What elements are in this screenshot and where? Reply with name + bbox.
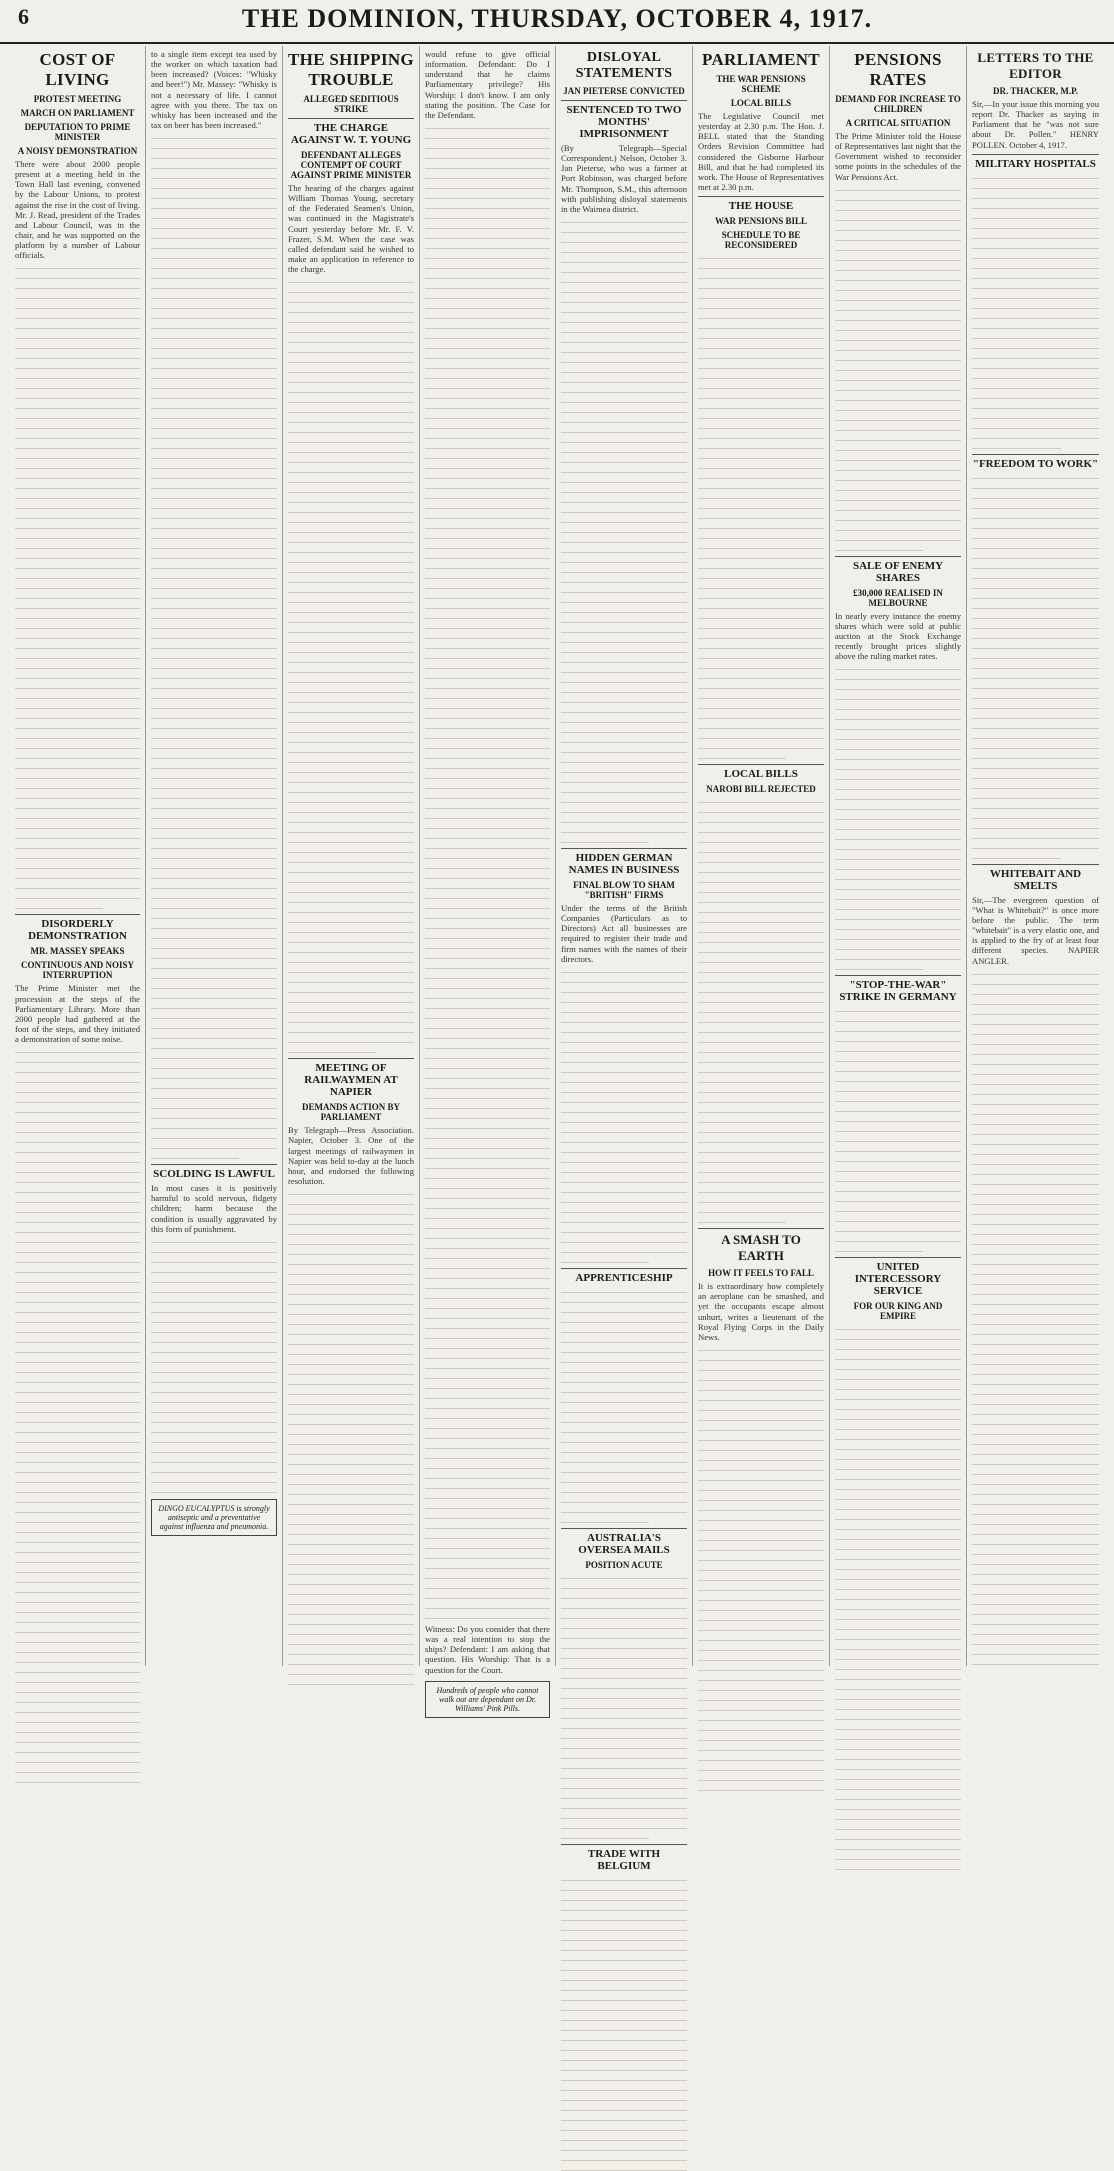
headline: THE SHIPPING TROUBLE: [288, 50, 414, 89]
article-text: The Prime Minister told the House of Representatives last night that the Government wished to reconsider some points in the schedules of the War Pensions Act.: [835, 131, 961, 182]
column-1: [10, 46, 146, 1666]
subhead: LOCAL BILLS: [730, 98, 792, 108]
article-text: In most cases it is positively harmful to scold nervous, fidgety children; harm because the condition is usually aggravated by this form of punishment.: [151, 1183, 277, 1234]
subhead: JAN PIETERSE CONVICTED: [563, 86, 685, 96]
subhead: POSITION ACUTE: [585, 1559, 663, 1570]
column-2: [146, 46, 283, 1666]
subhead: "FREEDOM TO WORK": [972, 454, 1099, 470]
subhead: HIDDEN GERMAN NAMES IN BUSINESS: [561, 848, 687, 876]
subhead: THE HOUSE: [698, 196, 824, 212]
subhead: DEMANDS ACTION BY PARLIAMENT: [301, 1102, 400, 1123]
headline: COST OF LIVING: [39, 50, 116, 89]
page-number: 6: [18, 4, 29, 29]
advertisement: DINGO EUCALYPTUS is strongly antiseptic and a preventative against influenza and pneumonia.: [151, 1499, 277, 1536]
columns: [10, 46, 1104, 1872]
subhead: ALLEGED SEDITIOUS STRIKE: [303, 94, 399, 114]
column-4: [420, 46, 556, 1713]
subhead: "STOP-THE-WAR" STRIKE IN GERMANY: [835, 975, 961, 1003]
subhead: LOCAL BILLS: [698, 764, 824, 780]
subhead: PROTEST MEETING: [33, 94, 122, 104]
subhead: WAR PENSIONS BILL: [714, 216, 808, 227]
subhead: TRADE WITH BELGIUM: [561, 1844, 687, 1872]
subhead: DEMAND FOR INCREASE TO CHILDREN: [835, 94, 961, 114]
subhead: DISORDERLY DEMONSTRATION: [15, 914, 140, 942]
subhead: SCOLDING IS LAWFUL: [151, 1164, 277, 1180]
subhead: THE WAR PENSIONS SCHEME: [716, 74, 806, 94]
subhead: MILITARY HOSPITALS: [972, 154, 1099, 170]
subhead: A SMASH TO EARTH: [698, 1228, 824, 1264]
article-text: to a single item except tea used by the worker on which taxation had been increased? (Voices: "Whisky and beer!") Mr. Massey: "Whisky is not a necessary of life. I cannot agree with you there. The tax on whisky has been increased and the tax on beer has been increased.": [151, 49, 277, 130]
subhead: NAROBI BILL REJECTED: [706, 784, 816, 795]
article-text: The Prime Minister met the procession at the steps of the Parliamentary Library. More than 2000 people had gathered at the foot of the steps, and they initiated a demonstration of some noise.: [15, 983, 140, 1045]
subhead: SENTENCED TO TWO MONTHS' IMPRISONMENT: [561, 100, 687, 140]
article-text: By Telegraph—Press Association. Napier, October 3. One of the largest meetings of railwaymen in Napier was held to-day at the lunch hour, and endorsed the following resolution.: [288, 1125, 414, 1186]
headline: LETTERS TO THE EDITOR: [977, 50, 1094, 81]
column-5: [556, 46, 693, 1872]
subhead: A CRITICAL SITUATION: [845, 118, 951, 128]
article-text: Sir,—The evergreen question of "What is Whitebait?" is once more before the public. The term "whitebait" is a very elastic one, and is applied to the fry of at least four different species. NAPIER ANGLER.: [972, 894, 1099, 966]
subhead: DR. THACKER, M.P.: [992, 86, 1078, 96]
article-text: Witness: Do you consider that there was a real intention to stop the ships? Defendant: I am asking that question. His Worship: That is a question for the Court.: [425, 1623, 550, 1675]
column-6: [693, 46, 830, 1666]
subhead: WHITEBAIT AND SMELTS: [972, 864, 1099, 892]
subhead: AUSTRALIA'S OVERSEA MAILS: [561, 1528, 687, 1556]
column-8: [967, 46, 1104, 1666]
headline: DISLOYAL STATEMENTS: [575, 50, 673, 81]
subhead: MARCH ON PARLIAMENT: [20, 108, 135, 118]
subhead: HOW IT FEELS TO FALL: [708, 1268, 814, 1279]
column-7: [830, 46, 967, 1666]
column-3: [283, 46, 420, 1666]
subhead: £30,000 REALISED IN MELBOURNE: [853, 587, 943, 608]
subhead: UNITED INTERCESSORY SERVICE: [835, 1257, 961, 1297]
article-text: In nearly every instance the enemy shares which were sold at public auction at the Stock Exchange recently brought prices slightly above the ruling market rates.: [835, 610, 961, 662]
subhead: THE CHARGE AGAINST W. T. YOUNG: [288, 118, 414, 146]
subhead: CONTINUOUS AND NOISY INTERRUPTION: [20, 960, 135, 981]
article-text: Sir,—In your issue this morning you report Dr. Thacker as saying in Parliament that he "was not sure about Dr. Pollen." HENRY POLLEN. October 4, 1917.: [972, 99, 1099, 150]
masthead: [0, 0, 1114, 44]
article-text: The Legislative Council met yesterday at 2.30 p.m. The Hon. J. BELL stated that the Standing Orders Revision Committee had considered the Gisborne Harbour Bill, and that he had completed its work. The House of Representatives met at 2.30 p.m.: [698, 111, 824, 192]
article-text: would refuse to give official information. Defendant: Do I understand that he claims Parliamentary privilege? His Worship: I don't know. I am only stating the position. The Case for the Defendant.: [425, 49, 550, 120]
subhead: MEETING OF RAILWAYMEN AT NAPIER: [288, 1058, 414, 1098]
subhead: FOR OUR KING AND EMPIRE: [853, 1301, 943, 1322]
subhead: A NOISY DEMONSTRATION: [17, 146, 138, 156]
subhead: DEPUTATION TO PRIME MINISTER: [24, 122, 131, 142]
advertisement: Hundreds of people who cannot walk out are dependant on Dr. Williams' Pink Pills.: [425, 1681, 550, 1718]
subhead: FINAL BLOW TO SHAM "BRITISH" FIRMS: [573, 879, 675, 900]
newspaper-title: THE DOMINION, THURSDAY, OCTOBER 4, 1917.: [241, 4, 873, 33]
article-text: There were about 2000 people present at a meeting held in the Town Hall last evening, convened by the Labour Unions, to protest against the rise in the cost of living. Mr. J. Read, president of the Trades and Labour Council, was in the chair, and he was supported on the platform by a number of Labour officials.: [15, 159, 140, 261]
article-text: Under the terms of the British Companies (Particulars as to Directors) Act all businesses are required to register their trade and firm names with the names of their directors.: [561, 902, 687, 964]
article-text: It is extraordinary how completely an aeroplane can be smashed, and yet the occupants escape almost unhurt, writes a lieutenant of the Royal Flying Corps in the Daily News.: [698, 1281, 824, 1342]
article-text: (By Telegraph—Special Correspondent.) Nelson, October 3. Jan Pieterse, who was a farmer at Port Robinson, was charged before Mr. Thompson, S.M., this afternoon with publishing disloyal statements in the Waimea district.: [561, 143, 687, 214]
subhead: SALE OF ENEMY SHARES: [835, 556, 961, 584]
subhead: DEFENDANT ALLEGES CONTEMPT OF COURT AGAINST PRIME MINISTER: [290, 150, 412, 180]
headline: PENSIONS RATES: [854, 50, 942, 89]
subhead: APPRENTICESHIP: [561, 1268, 687, 1284]
subhead: MR. MASSEY SPEAKS: [30, 946, 125, 957]
headline: PARLIAMENT: [702, 50, 820, 69]
article-text: The hearing of the charges against William Thomas Young, secretary of the Federated Seamen's Union, was continued in the Magistrate's Court yesterday before Mr. F. V. Frazer, S.M. When the case was called defendant said he wished to make an application in reference to the charge.: [288, 183, 414, 275]
subhead: SCHEDULE TO BE RECONSIDERED: [721, 230, 801, 251]
